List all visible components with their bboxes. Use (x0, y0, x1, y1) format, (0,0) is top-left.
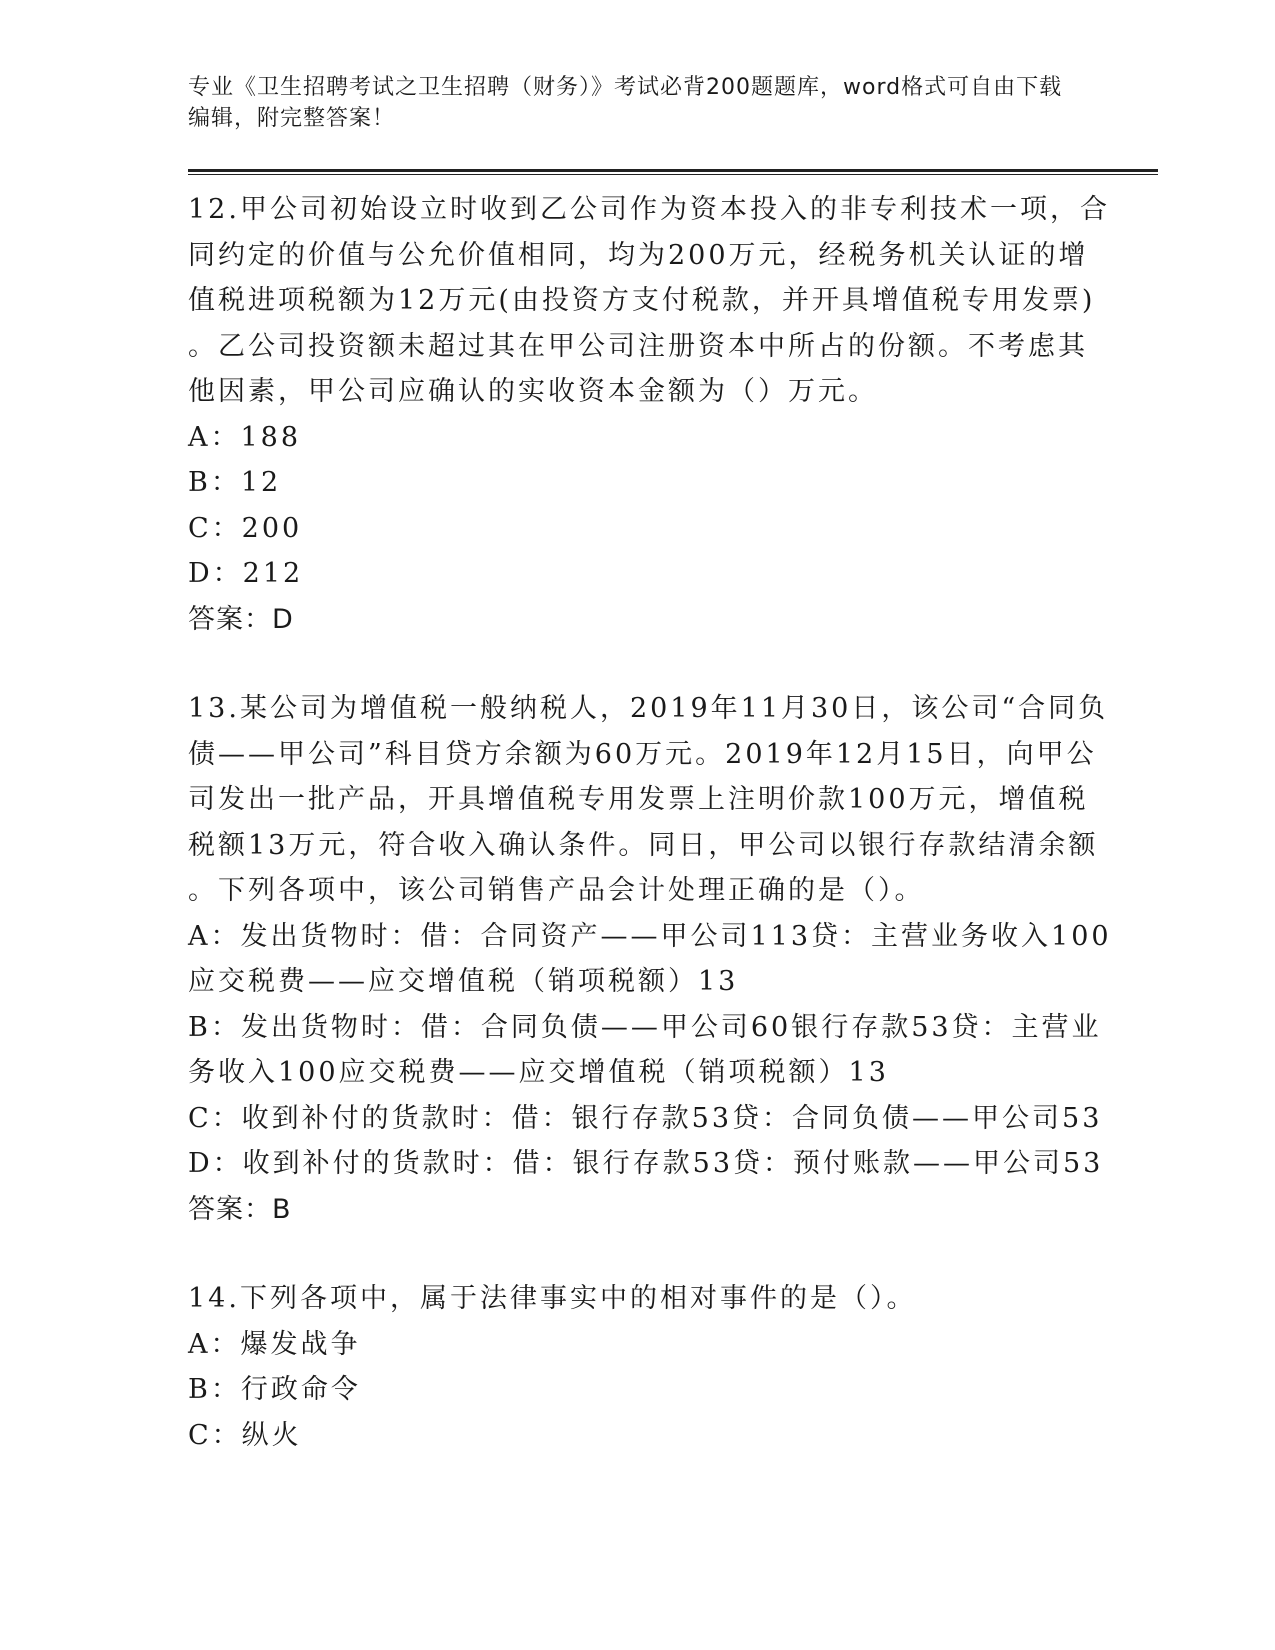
question-text-line: 13.某公司为增值税一般纳税人，2019年11月30日，该公司“合同负 (188, 693, 1109, 724)
option-c: C：200 (188, 512, 303, 544)
question-text-line: 12.甲公司初始设立时收到乙公司作为资本投入的非专利技术一项，合 (188, 194, 1110, 225)
document-header: 专业《卫生招聘考试之卫生招聘（财务）》考试必背200题题库，word格式可自由下载编辑，附完整答案！ (188, 75, 1063, 131)
option-c: C：收到补付的货款时：借：银行存款53贷：合同负债——甲公司53 (188, 1102, 1103, 1134)
question-text-line: 税额13万元，符合收入确认条件。同日，甲公司以银行存款结清余额 (188, 829, 1099, 861)
header-rule-thin (188, 174, 1158, 175)
option-d: D：212 (188, 558, 304, 589)
option-b: B：12 (188, 467, 282, 498)
option-a: A：188 (188, 421, 302, 453)
header-rule-thick (188, 169, 1158, 172)
document-page (188, 72, 1158, 1458)
option-c: C：纵火 (188, 1419, 302, 1451)
question-text-line: 14.下列各项中，属于法律事实中的相对事件的是（）。 (188, 1283, 917, 1314)
question-12 (188, 187, 1158, 642)
option-d: D：收到补付的货款时：借：银行存款53贷：预付账款——甲公司53 (188, 1148, 1104, 1179)
option-b: B：行政命令 (188, 1374, 361, 1405)
question-text-line: 司发出一批产品，开具增值税专用发票上注明价款100万元，增值税 (188, 784, 1089, 815)
option-a: A：发出货物时：借：合同资产——甲公司113贷：主营业务收入100 (188, 920, 1112, 952)
question-text-line: 值税进项税额为12万元(由投资方支付税款，并开具增值税专用发票) (188, 285, 1096, 316)
option-a: A：爆发战争 (188, 1328, 361, 1360)
question-text-line: 债——甲公司”科目贷方余额为60万元。2019年12月15日，向甲公 (188, 738, 1097, 770)
answer-label: 答案：B (188, 1193, 292, 1225)
answer-label: 答案：D (188, 603, 294, 635)
question-text-line: 。乙公司投资额未超过其在甲公司注册资本中所占的份额。不考虑其 (188, 330, 1088, 362)
question-14 (188, 1276, 1158, 1458)
question-text-line: 。下列各项中，该公司销售产品会计处理正确的是（）。 (188, 875, 925, 906)
option-a-continued: 应交税费——应交增值税（销项税额）13 (188, 966, 739, 997)
option-b-continued: 务收入100应交税费——应交增值税（销项税额）13 (188, 1057, 889, 1088)
question-text-line: 他因素，甲公司应确认的实收资本金额为（）万元。 (188, 376, 878, 407)
option-b: B：发出货物时：借：合同负债——甲公司60银行存款53贷：主营业 (188, 1011, 1102, 1043)
question-text-line: 同约定的价值与公允价值相同，均为200万元，经税务机关认证的增 (188, 239, 1089, 271)
question-13 (188, 686, 1158, 1232)
